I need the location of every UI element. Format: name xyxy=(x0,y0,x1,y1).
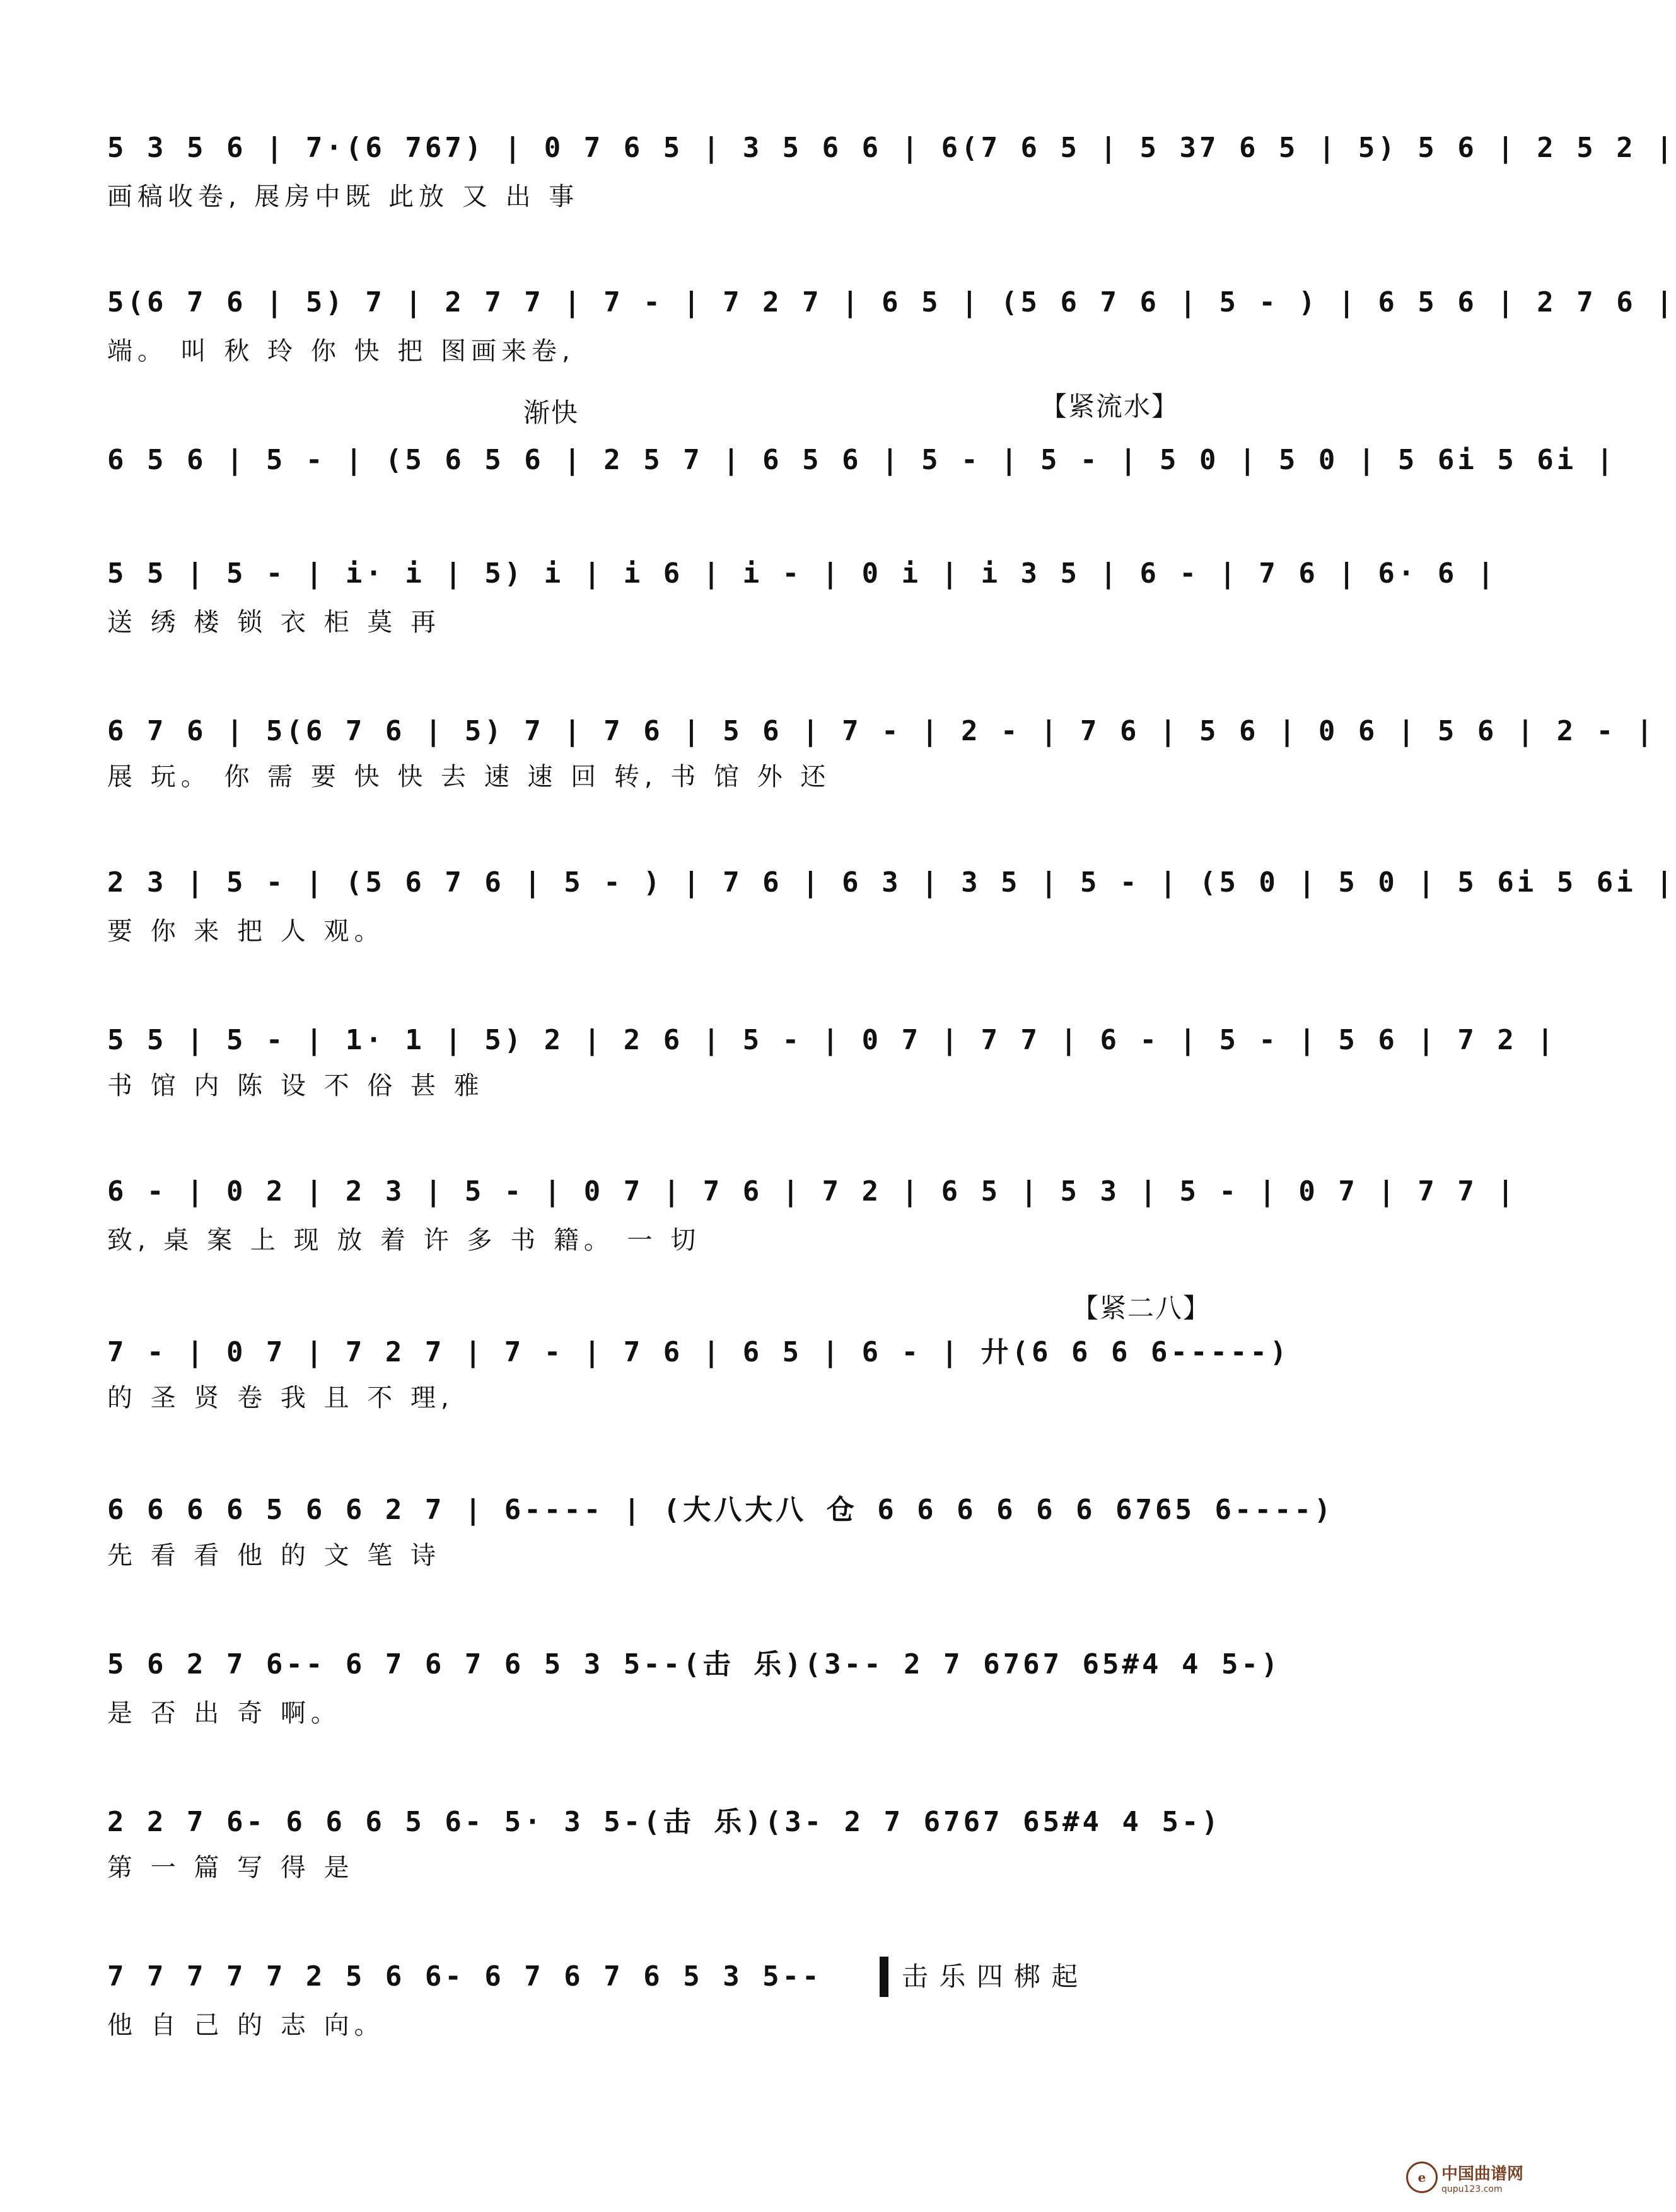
lyrics-line-11: 是 否 出 奇 啊。 xyxy=(107,1699,341,1728)
watermark-url: qupu123.com xyxy=(1441,2184,1503,2194)
site-watermark xyxy=(1406,2155,1539,2199)
notation-line-10: 6 6 6 6 5 6 6 2 7 | 6---- | (大八大八 仓 6 6 6 6 6 6 6765 6----) xyxy=(107,1494,1334,1526)
notation-line-1: 5 3 5 6 | 7·(6 767) | 0 7 6 5 | 3 5 6 6 | 6(7 6 5 | 5 37 6 5 | 5) 5 6 | 2 5 2 | xyxy=(107,132,1676,164)
section-label-tight-flow: 【紧流水】 xyxy=(1040,391,1180,422)
lyrics-line-3 xyxy=(107,489,1482,529)
notation-line-9: 7 - | 0 7 | 7 2 7 | 7 - | 7 6 | 6 5 | 6 - | 廾(6 6 6 6-----) xyxy=(107,1336,1290,1368)
lyrics-line-13: 他 自 己 的 志 向。 xyxy=(107,2011,385,2040)
notation-line-8: 6 - | 0 2 | 2 3 | 5 - | 0 7 | 7 6 | 7 2 | 6 5 | 5 3 | 5 - | 0 7 | 7 7 | xyxy=(107,1175,1517,1208)
lyrics-line-10: 先 看 看 他 的 文 笔 诗 xyxy=(107,1541,441,1570)
section-label-tight-28: 【紧二八】 xyxy=(1072,1293,1211,1324)
tempo-marking-accelerate: 渐快 xyxy=(523,397,579,428)
lyrics-line-5: 展 玩。 你 需 要 快 快 去 速 速 回 转, 书 馆 外 还 xyxy=(107,762,831,791)
lyrics-line-7: 书 馆 内 陈 设 不 俗 甚 雅 xyxy=(107,1071,484,1100)
lyrics-line-9: 的 圣 贤 卷 我 且 不 理, xyxy=(107,1383,454,1412)
e-logo-icon: e xyxy=(1406,2162,1438,2193)
lyrics-line-4: 送 绣 楼 锁 衣 柜 莫 再 xyxy=(107,608,441,637)
notation-line-13: 7 7 7 7 7 2 5 6 6- 6 7 6 7 6 5 3 5-- xyxy=(107,1960,822,1993)
notation-line-11: 5 6 2 7 6-- 6 7 6 7 6 5 3 5--(击 乐)(3-- 2 7 6767 65#4 4 5-) xyxy=(107,1648,1281,1680)
final-barline xyxy=(880,1957,888,1997)
lyrics-line-12: 第 一 篇 写 得 是 xyxy=(107,1853,354,1882)
lyrics-line-8: 致, 桌 案 上 现 放 着 许 多 书 籍。 一 切 xyxy=(107,1226,701,1255)
notation-line-4: 5 5 | 5 - | i· i | 5) i | i 6 | i - | 0 i | i 3 5 | 6 - | 7 6 | 6· 6 | xyxy=(107,557,1498,590)
lyrics-line-2: 端。 叫 秋 玲 你 快 把 图画来卷, xyxy=(107,337,575,366)
ending-instruction: 击 乐 四 梆 起 xyxy=(902,1961,1080,1992)
notation-line-7: 5 5 | 5 - | 1· 1 | 5) 2 | 2 6 | 5 - | 0 7 | 7 7 | 6 - | 5 - | 5 6 | 7 2 | xyxy=(107,1024,1557,1056)
watermark-text-group xyxy=(1441,2161,1523,2194)
notation-line-6: 2 3 | 5 - | (5 6 7 6 | 5 - ) | 7 6 | 6 3 | 3 5 | 5 - | (5 0 | 5 0 | 5 6i 5 6i | xyxy=(107,866,1676,899)
lyrics-line-6: 要 你 来 把 人 观。 xyxy=(107,917,385,946)
notation-line-2: 5(6 7 6 | 5) 7 | 2 7 7 | 7 - | 7 2 7 | 6 5 | (5 6 7 6 | 5 - ) | 6 5 6 | 2 7 6 | xyxy=(107,286,1676,318)
watermark-text: 中国曲谱网 xyxy=(1441,2164,1524,2184)
notation-line-12: 2 2 7 6- 6 6 6 5 6- 5· 3 5-(击 乐)(3- 2 7 6767 65#4 4 5-) xyxy=(107,1806,1221,1838)
notation-line-5: 6 7 6 | 5(6 7 6 | 5) 7 | 7 6 | 5 6 | 7 - | 2 - | 7 6 | 5 6 | 0 6 | 5 6 | 2 - | xyxy=(107,715,1656,747)
notation-line-3: 6 5 6 | 5 - | (5 6 5 6 | 2 5 7 | 6 5 6 | 5 - | 5 - | 5 0 | 5 0 | 5 6i 5 6i | xyxy=(107,444,1617,476)
lyrics-line-1: 画稿收卷, 展房中既 此放 又 出 事 xyxy=(107,182,579,211)
